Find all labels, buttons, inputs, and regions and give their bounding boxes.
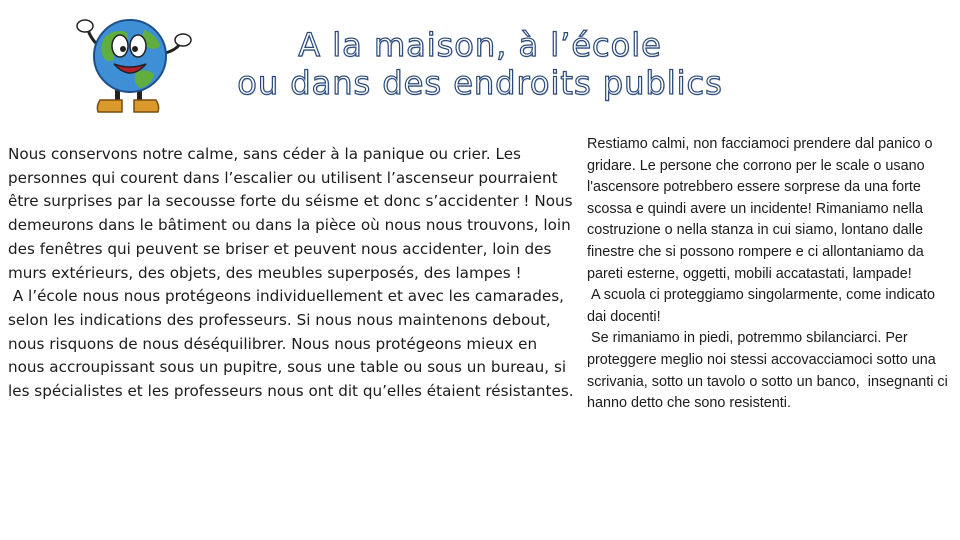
cartoon-globe-mascot-icon [70,8,195,120]
french-paragraph-2: A l’école nous nous protégeons individuellement et avec les camarades, selon les indications des professeurs. Si nous nous maintenons debout, nous risquons de nous déséquilibrer. Nous nous protégeons mieux en nous accroupissant sous un pupitre, sous une table ou sous un bureau, si les spécialistes et les professeurs nous ont dit qu’elles étaient résistantes. [8,287,574,401]
title-line-1: A la maison, à l’école [298,26,662,64]
french-paragraph-1: Nous conservons notre calme, sans céder à la panique ou crier. Les personnes qui courent dans l’escalier ou utilisent l’ascenseur pourraient être surprises par la secousse forte du séisme et donc s’accidenter ! Nous demeurons dans le bâtiment ou dans la pièce où nous nous trouvons, loin des fenêtres qui peuvent se briser et peuvent nous accidenter, loin des murs extérieurs, des objets, des meubles superposés, des lampes ! [8,145,578,282]
slide-title [200,26,760,102]
italian-text-column [587,134,955,415]
italian-paragraph-2: A scuola ci proteggiamo singolarmente, come indicato dai docenti! [587,287,939,325]
title-line-2: ou dans des endroits publics [237,64,723,102]
italian-paragraph-3: Se rimaniamo in piedi, potremmo sbilanciarci. Per proteggere meglio noi stessi accovacciamoci sotto una scrivania, sotto un tavolo o sotto un banco, insegnanti ci hanno detto che sono resistenti. [587,330,952,412]
italian-paragraph-1: Restiamo calmi, non facciamoci prendere dal panico o gridare. Le persone che corrono per le scale o usano l'ascensore potrebbero essere sorprese da una forte scossa e quindi avere un incidente! Rimaniamo nella costruzione o nella stanza in cui siamo, lontano dalle finestre che si possono rompere e ci allontaniamo da pareti esterne, oggetti, mobili accatastati, lampade! [587,136,937,282]
french-text-column [8,143,578,404]
